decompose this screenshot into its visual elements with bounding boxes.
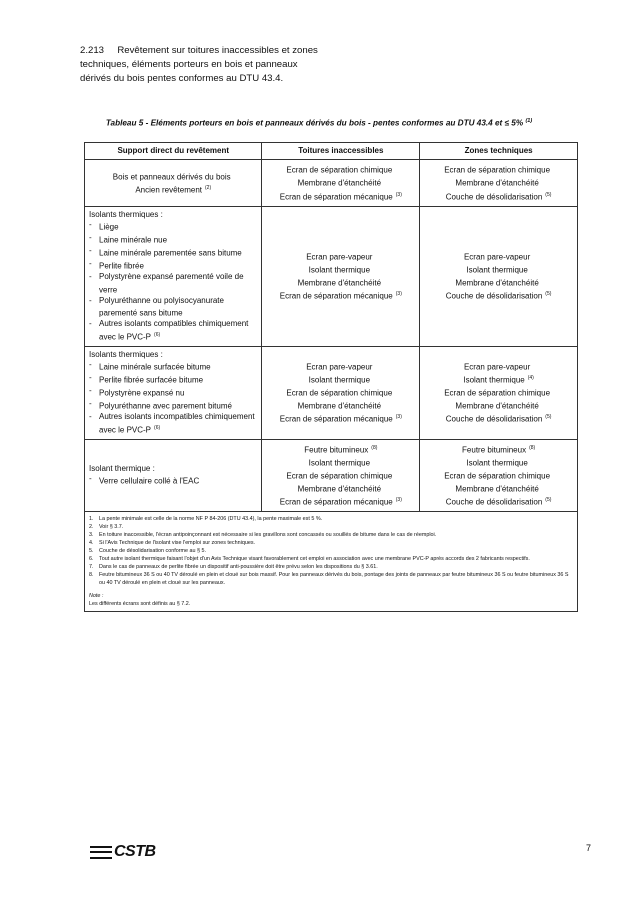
list-item: - Polystyrène expansé nu	[89, 386, 257, 399]
zones-line: Isolant thermique	[466, 458, 528, 468]
toitures-line: Membrane d'étanchéité	[297, 401, 382, 411]
support-list	[89, 360, 257, 436]
support-cell	[85, 439, 262, 511]
zones-line: Isolant thermique	[466, 265, 528, 275]
logo-text: CSTB	[114, 843, 156, 860]
list-item: - Laine minérale parementée sans bitume	[89, 246, 257, 259]
toitures-line: Feutre bitumineux $^{(8)}$	[304, 444, 378, 455]
zones-line: Isolant thermique $^{(4)}$	[463, 375, 534, 385]
table-caption-ref: (1)	[525, 118, 533, 124]
zones-line: Ecran de séparation chimique	[444, 471, 551, 481]
list-item: - Perlite fibrée surfacée bitume	[89, 373, 257, 386]
list-item: - Perlite fibrée	[89, 259, 257, 272]
list-item: - Autres isolants compatibles chimiquement avec le PVC-P $^{(6)}$	[89, 319, 257, 342]
toitures-cell	[262, 439, 420, 511]
zones-line: Membrane d'étanchéité	[455, 278, 539, 288]
zones-line: Feutre bitumineux $^{(8)}$	[462, 444, 536, 455]
cstb-logo	[90, 843, 156, 861]
note-text: Les différents écrans sont définis au § 7.2.	[89, 601, 191, 608]
zones-cell	[420, 439, 578, 511]
toitures-cell	[262, 206, 420, 346]
zones-cell	[420, 346, 578, 439]
list-item: - Autres isolants incompatibles chimiquement avec le PVC-P $^{(6)}$	[89, 412, 257, 435]
table-row	[85, 346, 578, 439]
list-item: - Liège	[89, 220, 257, 233]
zones-line: Couche de désolidarisation $^{(5)}$	[445, 191, 552, 202]
support-cell	[85, 160, 262, 206]
note-item: 8. Feutre bitumineux 36 S ou 40 TV déroulé en plein et cloué sur bois massif. Pour les panneaux dérivés du bois, pontage des joints de panneaux par feutre bitumineux 36 S ou feutre bitumineux 36 S ou 40 TV déroulé en plein et cloué sur les panneaux.	[89, 572, 569, 587]
note-item: 6. Tout autre isolant thermique faisant l'objet d'un Avis Technique visant favorablement cet emploi en association avec une membrane PVC-P après accords des 2 fabricants respectifs.	[89, 556, 530, 563]
zones-line: Ecran pare-vapeur	[463, 362, 531, 372]
note-item: 5. Couche de désolidarisation conforme au § 5.	[89, 548, 206, 555]
header-zones: Zones techniques	[420, 143, 578, 160]
note-label: Note :	[89, 593, 104, 600]
toitures-line: Membrane d'étanchéité	[297, 278, 382, 288]
logo-lines-icon	[90, 846, 112, 859]
toitures-line: Ecran de séparation mécanique $^{(3)}$	[279, 191, 402, 202]
list-item: - Polystyrène expansé parementé voile de verre	[89, 272, 257, 295]
table-caption	[80, 118, 558, 128]
table-header-row	[85, 143, 578, 160]
list-item: - Polyuréthanne avec parement bitumé	[89, 399, 257, 412]
zones-line: Couche de désolidarisation $^{(5)}$	[445, 291, 552, 301]
toitures-line: Ecran pare-vapeur	[306, 252, 373, 262]
support-title: Isolants thermiques :	[89, 209, 163, 219]
toitures-line: Ecran de séparation mécanique $^{(3)}$	[279, 291, 402, 301]
zones-line: Ecran de séparation chimique	[444, 388, 551, 398]
table-row	[85, 439, 578, 511]
support-list	[89, 474, 257, 487]
toitures-cell	[262, 160, 420, 206]
note-item: 7. Dans le cas de panneaux de perlite fibrée un dispositif anti-poussière doit être prévu selon les dispositions du § 3.61.	[89, 564, 378, 571]
note-item: 4. Si l'Avis Technique de l'isolant vise l'emploi sur zones techniques.	[89, 540, 256, 547]
support-cell	[85, 346, 262, 439]
zones-line: Ecran de séparation chimique	[444, 166, 551, 176]
table-row	[85, 206, 578, 346]
toitures-line: Isolant thermique	[308, 265, 371, 275]
support-cell	[85, 206, 262, 346]
toitures-line: Isolant thermique	[308, 458, 371, 468]
note-block	[89, 592, 573, 608]
zones-line: Membrane d'étanchéité	[455, 179, 539, 189]
note-item: 3. En toiture inaccessible, l'écran antipoinçonnant est nécessaire si les gravillons sont concassés ou souillés de bitume dans le cas de réemploi.	[89, 532, 437, 539]
toitures-line: Ecran de séparation mécanique $^{(3)}$	[279, 414, 402, 424]
toitures-line: Ecran de séparation chimique	[286, 166, 393, 176]
list-item: - Verre cellulaire collé à l'EAC	[89, 474, 257, 487]
support-line: Bois et panneaux dérivés du bois	[112, 172, 231, 182]
header-toitures: Toitures inaccessibles	[262, 143, 420, 160]
toitures-line: Ecran de séparation mécanique $^{(3)}$	[279, 497, 402, 507]
list-item: - Polyuréthanne ou polyisocyanurate parementé sans bitume	[89, 296, 257, 319]
table-row	[85, 160, 578, 206]
toitures-cell	[262, 346, 420, 439]
header-support: Support direct du revêtement	[85, 143, 262, 160]
support-title: Isolant thermique :	[89, 463, 155, 473]
note-item: 2. Voir § 3.7.	[89, 524, 124, 531]
zones-line: Couche de désolidarisation $^{(5)}$	[445, 497, 552, 507]
toitures-line: Ecran de séparation chimique	[286, 388, 393, 398]
notes-row	[85, 512, 578, 612]
zones-line: Membrane d'étanchéité	[455, 484, 539, 494]
toitures-line: Ecran de séparation chimique	[286, 471, 393, 481]
zones-line: Couche de désolidarisation $^{(5)}$	[445, 414, 552, 424]
toitures-line: Membrane d'étanchéité	[297, 179, 382, 189]
page-number: 7	[586, 843, 592, 853]
notes-cell	[85, 512, 578, 612]
zones-line: Membrane d'étanchéité	[455, 401, 539, 411]
support-line: Ancien revêtement $^{(2)}$	[135, 185, 212, 195]
zones-cell	[420, 160, 578, 206]
zones-line: Ecran pare-vapeur	[463, 252, 531, 262]
toitures-line: Isolant thermique	[308, 375, 371, 385]
toitures-line: Ecran pare-vapeur	[306, 362, 373, 372]
support-title: Isolants thermiques :	[89, 349, 163, 359]
toitures-line: Membrane d'étanchéité	[297, 484, 382, 494]
note-item: 1. La pente minimale est celle de la norme NF P 84-206 (DTU 43.4), la pente maximale est 5 %.	[89, 516, 323, 523]
support-list	[89, 220, 257, 343]
list-item: - Laine minérale surfacée bitume	[89, 360, 257, 373]
zones-cell	[420, 206, 578, 346]
section-heading: 2.213 Revêtement sur toitures inaccessibles et zones techniques, éléments porteurs en bois et panneaux dérivés du bois pentes conformes au DTU 43.4.	[80, 45, 318, 84]
support-table	[84, 142, 578, 612]
list-item: - Laine minérale nue	[89, 233, 257, 246]
table-caption-text: Tableau 5 - Eléments porteurs en bois et panneaux dérivés du bois - pentes conformes au DTU 43.4 et ≤ 5%	[105, 118, 524, 128]
